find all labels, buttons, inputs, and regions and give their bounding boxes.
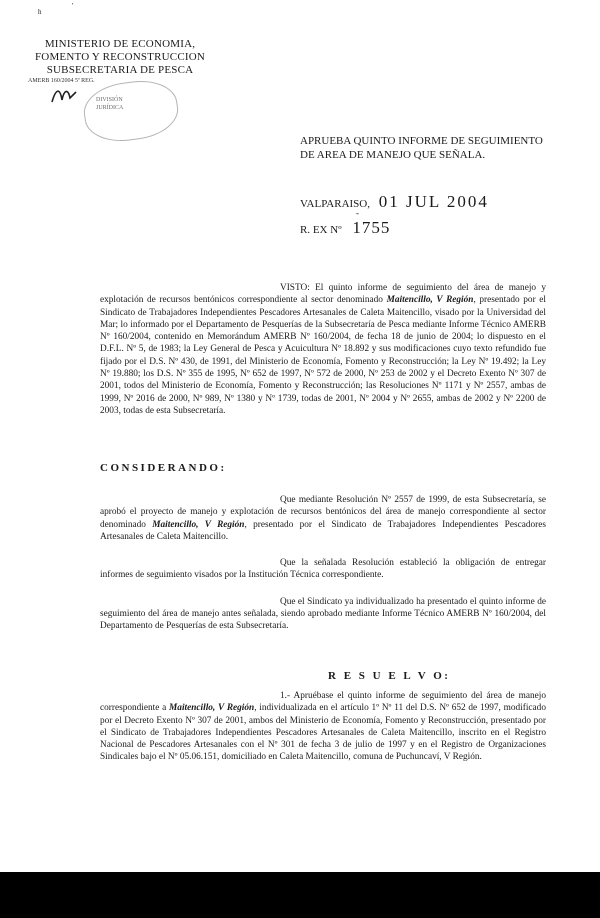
visto-paragraph [100,282,546,417]
place-label: VALPARAISO, [300,198,370,210]
resuelvo-text: 1.- Apruébase el quinto informe de seguimiento del área de manejo correspondiente a [100,691,546,714]
amerb-reference: AMERB 160/2004 5ª REG. [28,78,95,84]
scan-mark: - [356,208,359,218]
considerando-text: Que mediante Resolución Nº 2557 de 1999, de esta Subsecretaría, se aprobó el proyecto de manejo y explotación de recursos bentónicos del área de manejo correspondiente al sector denominado [100,495,546,530]
sector-name: Maitencillo, V Región [386,295,474,306]
scan-border-bottom [0,872,600,918]
considerando-text: , presentado por el Sindicato de Trabajadores Independientes Pescadores Artesanales de Caleta Maitencillo. [100,519,546,542]
resuelvo-paragraph [100,690,546,764]
ministry-line: MINISTERIO DE ECONOMIA, [44,38,196,50]
sector-name: Maitencillo, V Región [152,519,245,530]
considerando-heading: CONSIDERANDO: [100,462,227,474]
considerando-paragraph: Que el Sindicato ya individualizado ha presentado el quinto informe de seguimiento del área de manejo antes señalada, siendo aprobado mediante Informe Técnico AMERB Nº 160/2004, del Departamento de Pesquerías de esta Subsecretaría. [100,596,546,632]
scan-mark: ' [72,2,74,10]
scan-mark: h [38,8,42,16]
ministry-line: SUBSECRETARIA DE PESCA [46,64,194,76]
sector-name: Maitencillo, V Región [169,703,255,714]
resolution-number-line [300,218,390,238]
document-date: 01 JUL 2004 [378,192,489,211]
signature-icon [50,84,78,106]
ministry-header [30,38,210,77]
ministry-line: FOMENTO Y RECONSTRUCCION [34,51,206,63]
considerando-section [100,494,546,633]
considerando-paragraph: Que la señalada Resolución estableció la obligación de entregar informes de seguimiento visados por la Institución Técnica correspondiente. [100,558,546,581]
visto-text: , presentado por el Sindicato de Trabajadores Independientes Pescadores Artesanales de Caleta Maitencillo, visado por la Universidad del Mar; lo informado por el Departamento de Pesquerías de la Subsecretaría de Pesca mediante Informe Técnico AMERB Nº 160/2004, contenido en Memorándum AMERB Nº 160/2004, de fecha 18 de junio de 2004; lo dispuesto en el D.F.L. Nº 5, de 1983; la Ley General de Pesca y Acuicultura Nº 18.892 y sus modificaciones cuyo texto refundido fue fijado por el D.S. Nº 430, de 1991, del Ministerio de Economía, Fomento y Reconstrucción; la Ley Nº 19.492; la Ley Nº 19.880; los D.S. Nº 355 de 1995, Nº 652 de 1997, Nº 572 de 2000, Nº 253 de 2002 y el Decreto Exento Nº 307 de 2001, todos del Ministerio de Economía, Fomento y Reconstrucción; las Resoluciones Nº 1171 y Nº 2557, ambas de 1999, Nº 2016 de 2000, Nº 989, Nº 1380 y Nº 1739, todas de 2001, Nº 2004 y Nº 2655, ambas de 2002 y Nº 2200 de 2003, todas de esta Subsecretaría. [100,295,546,416]
place-date-line [300,192,489,212]
resuelvo-section [100,690,546,764]
stamp-line: JURÍDICA [96,105,124,111]
visto-text: VISTO: El quinto informe de seguimiento del área de manejo y explotación de recursos bentónicos correspondiente al sector denominado [100,283,546,306]
resuelvo-text: , individualizada en el artículo 1º Nº 11 del D.S. Nº 652 de 1997, modificado por el Decreto Exento Nº 307 de 2001, ambos del Ministerio de Economía, Fomento y Reconstrucción, presentado por el Sindicato de Trabajadores Independientes Pescadores Artesanales de Caleta Maitencillo, inscrito en el Registro Nacional de Pescadores Artesanales con el Nº 301 de fecha 3 de julio de 1997 y en el Registro de Organizaciones Sindicales bajo el Nº 05.06.151, domiciliado en Caleta Maitencillo, comuna de Puchuncaví, V Región. [100,703,546,763]
visto-section [100,282,546,417]
stamp-line: DIVISIÓN [96,97,123,103]
resuelvo-heading: R E S U E L V O: [328,670,451,682]
considerando-paragraph [100,494,546,543]
document-subject: APRUEBA QUINTO INFORME DE SEGUIMIENTO DE AREA DE MANEJO QUE SEÑALA. [300,135,543,161]
resolution-number: 1755 [352,218,391,237]
resolution-label: R. EX Nº [300,224,342,236]
stamp-text [96,96,123,112]
